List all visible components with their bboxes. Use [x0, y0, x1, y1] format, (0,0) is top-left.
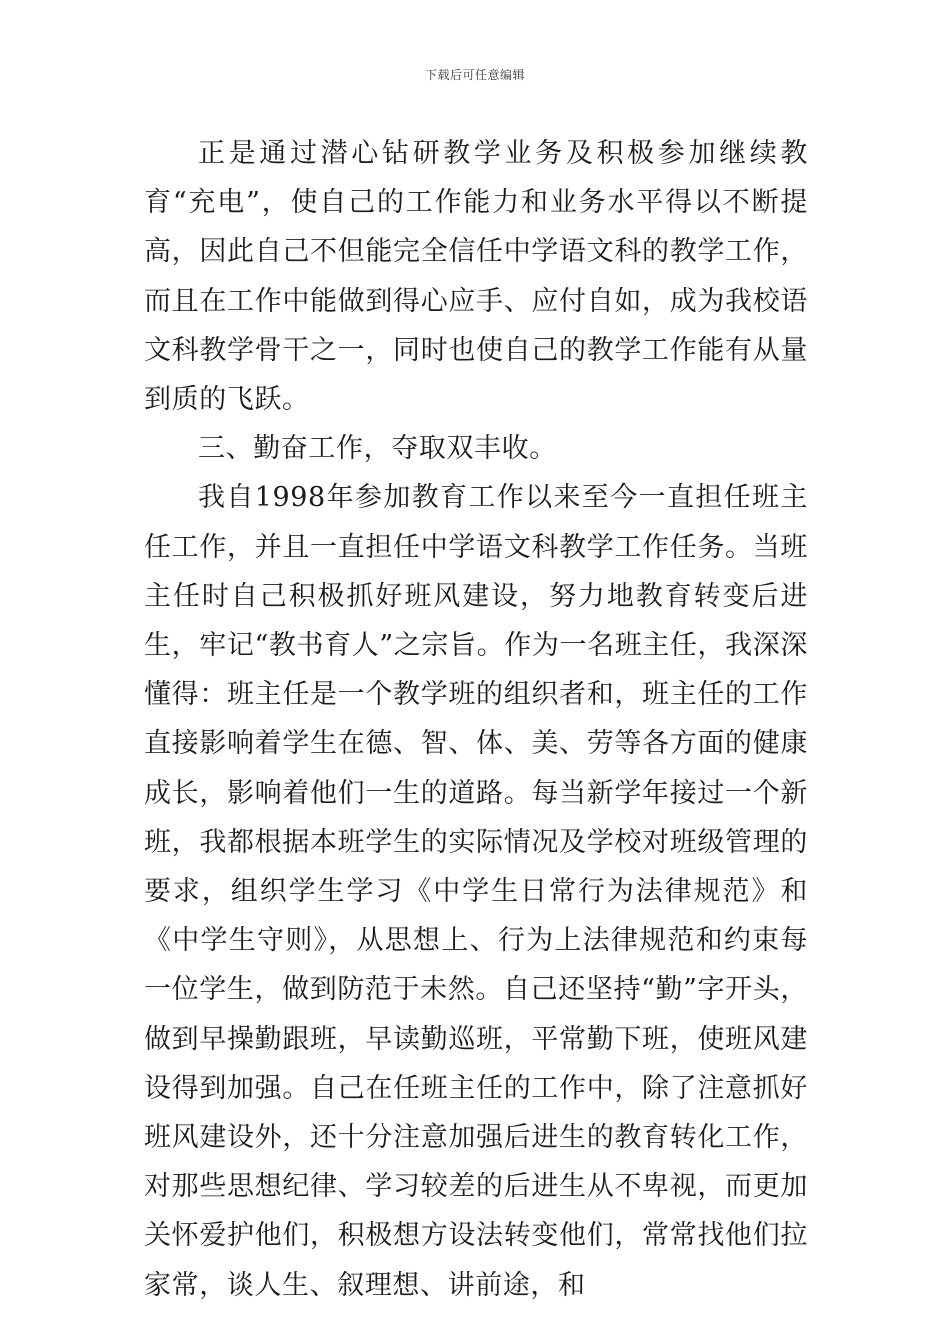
paragraph-1: 正是通过潜心钻研教学业务及积极参加继续教育“充电”，使自己的工作能力和业务水平得以不断提高，因此自己不但能完全信任中学语文科的教学工作，而且在工作中能做到得心应手、应付自如，成为我校语文科教学骨干之一，同时也使自己的教学工作能有从量到质的飞跃。 [144, 138, 808, 416]
section-heading: 三、勤奋工作，夺取双丰收。 [198, 433, 557, 465]
document-body [144, 129, 808, 1310]
header-note: 下载后可任意编辑 [424, 68, 525, 82]
paragraph-2: 我自1998年参加教育工作以来至今一直担任班主任工作，并且一直担任中学语文科教学工作任务。当班主任时自己积极抓好班风建设，努力地教育转变后进生，牢记“教书育人”之宗旨。作为一名班主任，我深深懂得：班主任是一个教学班的组织者和，班主任的工作直接影响着学生在德、智、体、美、劳等各方面的健康成长，影响着他们一生的道路。每当新学年接过一个新班，我都根据本班学生的实际情况及学校对班级管理的要求，组织学生学习《中学生日常行为法律规范》和《中学生守则》，从思想上、行为上法律规范和约束每一位学生，做到防范于未然。自己还坚持“勤”字开头，做到早操勤跟班，早读勤巡班，平常勤下班，使班风建设得到加强。自己在任班主任的工作中，除了注意抓好班风建设外，还十分注意加强后进生的教育转化工作，对那些思想纪律、学习较差的后进生从不卑视，而更加关怀爱护他们，积极想方设法转变他们，常常找他们拉家常，谈人生、叙理想、讲前途，和 [144, 482, 808, 1301]
